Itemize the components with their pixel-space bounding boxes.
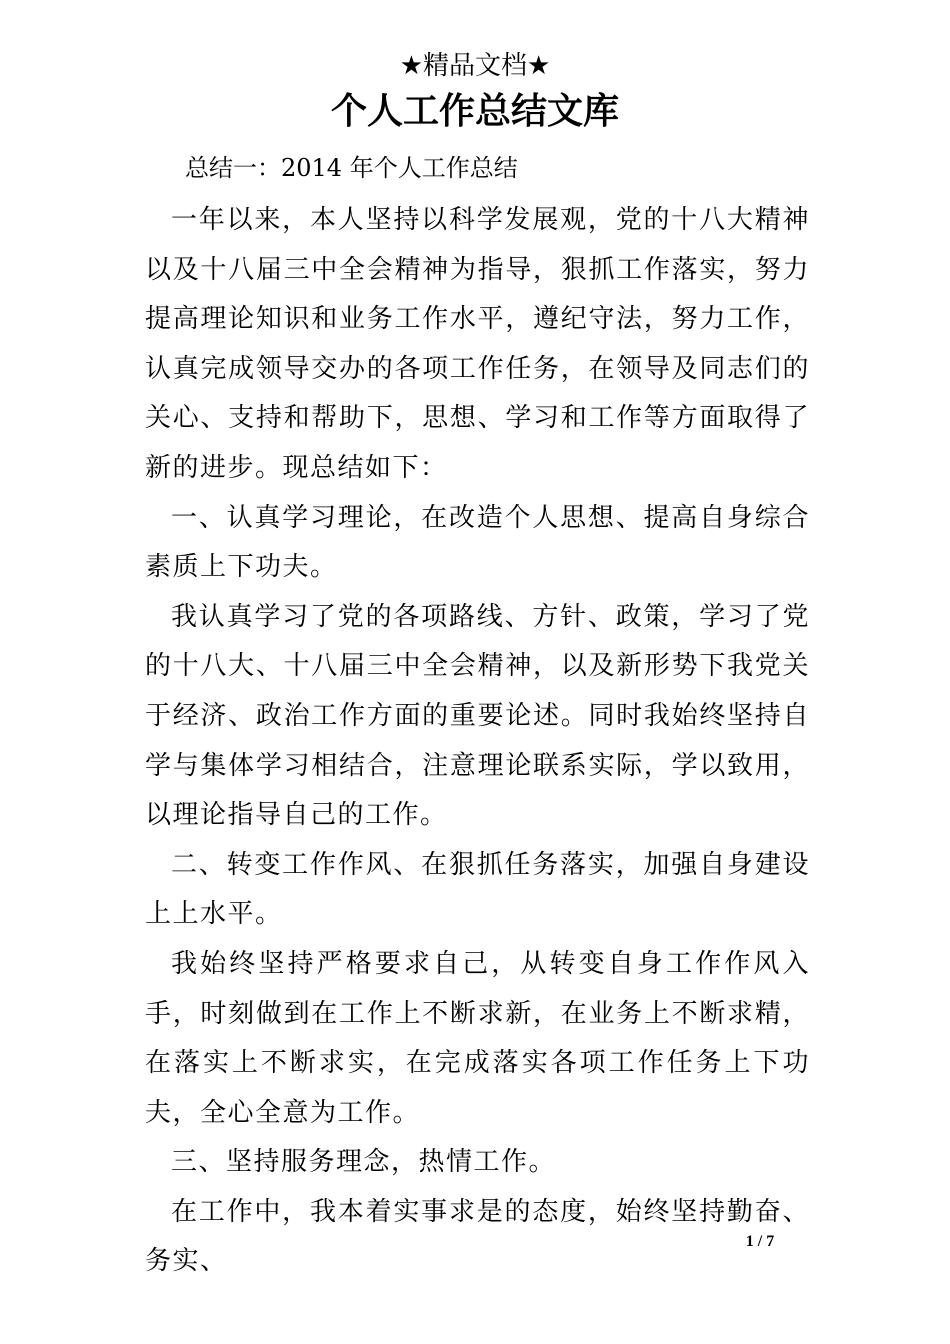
body-text bbox=[145, 196, 810, 1287]
paragraph-heading-3: 三、坚持服务理念，热情工作。 bbox=[171, 1147, 557, 1178]
page-number: 1 / 7 bbox=[745, 1233, 775, 1250]
section-subtitle: 总结一：2014 年个人工作总结 bbox=[185, 154, 518, 182]
paragraph-heading-2: 二、转变工作作风、在狠抓任务落实，加强自身建设上上水平。 bbox=[145, 849, 810, 930]
paragraph-intro: 一年以来，本人坚持以科学发展观，党的十八大精神以及十八届三中全会精神为指导，狠抓工作落实，努力提高理论知识和业务工作水平，遵纪守法，努力工作，认真完成领导交办的各项工作任务，在领导及同志们的关心、支持和帮助下，思想、学习和工作等方面取得了新的进步。现总结如下： bbox=[145, 205, 810, 483]
paragraph-heading-1: 一、认真学习理论，在改造个人思想、提高自身综合素质上下功夫。 bbox=[145, 502, 810, 583]
header-mark: ★精品文档★ bbox=[399, 51, 551, 81]
document-title: 个人工作总结文库 bbox=[330, 90, 619, 132]
paragraph-work-style: 我始终坚持严格要求自己，从转变自身工作作风入手，时刻做到在工作上不断求新，在业务上不断求精，在落实上不断求实，在完成落实各项工作任务上下功夫，全心全意为工作。 bbox=[145, 948, 810, 1128]
paragraph-study: 我认真学习了党的各项路线、方针、政策，学习了党的十八大、十八届三中全会精神，以及新形势下我党关于经济、政治工作方面的重要论述。同时我始终坚持自学与集体学习相结合，注意理论联系实际，学以致用，以理论指导自己的工作。 bbox=[145, 601, 810, 831]
paragraph-service: 在工作中，我本着实事求是的态度，始终坚持勤奋、务实、 bbox=[145, 1196, 810, 1277]
